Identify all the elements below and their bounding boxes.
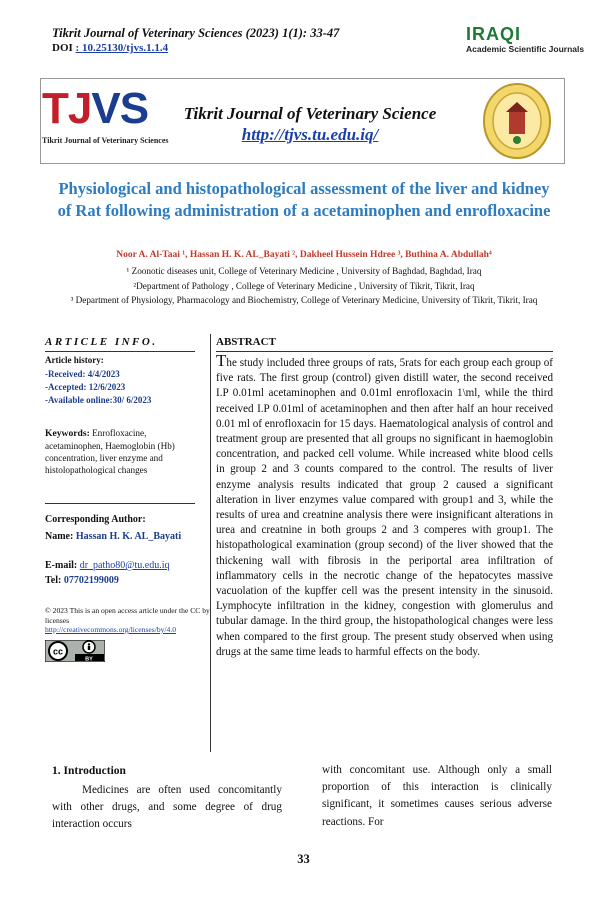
corresponding-author-tel: Tel: 07702199009 <box>45 575 119 586</box>
article-history-label: Article history: <box>45 355 104 365</box>
university-seal-icon <box>482 82 552 160</box>
banner-journal-url[interactable]: http://tjvs.tu.edu.iq/ <box>241 125 379 144</box>
svg-text:BY: BY <box>85 656 93 662</box>
divider <box>45 351 195 352</box>
abstract-body <box>216 351 553 660</box>
accepted-date: -Accepted: 12/6/2023 <box>45 382 126 392</box>
available-online-date: -Available online:30/ 6/2023 <box>45 395 152 405</box>
author-list: Noor A. Al-Taai ¹, Hassan H. K. AL_Bayati ², Dakheel Hussein Hdree ³, Buthina A. Abdullah⁴ <box>116 250 492 260</box>
introduction-right-column: with concomitant use. Although only a small proportion of this interaction is clinically significant, it sometimes causes serious adverse reactions. For <box>322 764 552 828</box>
license-notice <box>45 606 215 635</box>
affiliation-2: ²Department of Pathology , College of Veterinary Medicine , University of Tikrit, Tikrit, Iraq <box>133 281 475 291</box>
doi-label: DOI <box>52 42 76 54</box>
paper-title: Physiological and histopathological assessment of the liver and kidney of Rat following administration of a acetaminophen and enrofloxacine <box>57 179 551 220</box>
iraqi-logo-subtitle: Academic Scientific Journals <box>466 44 585 54</box>
keywords-label: Keywords: <box>45 428 90 439</box>
doi-link[interactable]: : 10.25130/tjvs.1.1.4 <box>75 42 169 54</box>
affiliation-1: ¹ Zoonotic diseases unit, College of Veterinary Medicine , University of Baghdad, Baghdad, Iraq <box>126 266 482 276</box>
abstract-dropcap: T <box>216 351 227 370</box>
svg-text:cc: cc <box>52 646 64 657</box>
introduction-left-column: Medicines are often used concomitantly with other drugs, and some degree of drug interaction occurs <box>52 784 282 831</box>
introduction-heading: 1. Introduction <box>52 765 126 777</box>
article-info-heading: ARTICLE INFO. <box>45 336 158 348</box>
banner-journal-name: Tikrit Journal of Veterinary Science <box>183 104 437 123</box>
corresponding-author-email: E-mail: dr_patho80@tu.edu.iq <box>45 560 170 571</box>
received-date: -Received: 4/4/2023 <box>45 369 120 379</box>
divider <box>45 503 195 504</box>
journal-citation: Tikrit Journal of Veterinary Sciences (2023) 1(1): 33-47 <box>52 26 340 40</box>
iraqi-journals-logo <box>466 24 585 58</box>
tjvs-logo <box>42 84 169 160</box>
abstract-heading: ABSTRACT <box>216 336 276 348</box>
corresponding-author-name: Name: Hassan H. K. AL_Bayati <box>45 531 182 542</box>
license-text: © 2023 This is an open access article under the CC by licenses <box>45 606 210 625</box>
affiliation-3: ³ Department of Physiology, Pharmacology and Biochemistry, College of Veterinary Medicine, University of Tikrit, Tikrit, Iraq <box>70 295 538 305</box>
cc-by-license-icon[interactable] <box>45 640 105 662</box>
tjvs-logo-letters: TJVS <box>42 84 149 133</box>
divider <box>216 351 553 352</box>
doi-line <box>52 42 168 54</box>
abstract-text: he study included three groups of rats, 5rats for each group each group of five rats. The first group (control) given distill water, the second received I.P 0.01ml acetaminophen and 0.01ml enrofloxacin 1\ml, while the third received I.P 0.01ml of acetaminophen and then after half an hour received 0.01 ml of enrofloxacin for 15 days. Haematological analysis of control and treatment group are presented that all groups no significant in haemoglobin concentration, and packed cell volume. While increased white blood cells in group 2 and 3 counts compared to the control. The results of liver enzyme analysis results indicated that group 2 caused a significant alteration in liver enzymes value compared with group1 and 3, while the results of urea and creatnine analysis there were insignificant alterations in urea and creatnine in both groups 2 and 3 comperes with group1. The histopathological examination (group second) of the liver showed that the thickening wall with fibrosis in the periportal area infiltration of inflammatory cells in the necrotic change of the hepatocytes massive vacuolation of the kupffer cell was the present intensity in the sinusoid. Lymphocyte infiltration in the kidney, congestion with glomerulus and tubular damage. In the third group, the histopathological changes were less when compared to the first group. The present study observed when using drugs at the same time leads to harmful effects on the body. <box>216 357 553 658</box>
keywords <box>45 427 203 476</box>
tjvs-logo-caption: Tikrit Journal of Veterinary Sciences <box>42 136 169 145</box>
iraqi-logo-text: IRAQI <box>466 24 522 44</box>
email-link[interactable]: dr_patho80@tu.edu.iq <box>79 560 170 571</box>
keywords-text: Enrofloxacine, acetaminophen, Haemoglobin (Hb) concentration, liver enzyme and histolopathological changes <box>45 428 175 475</box>
page-number: 33 <box>297 852 310 866</box>
corresponding-author-label: Corresponding Author: <box>45 514 146 525</box>
license-link[interactable]: http://creativecommons.org/licenses/by/4.0 <box>45 625 177 634</box>
column-divider <box>210 334 211 752</box>
